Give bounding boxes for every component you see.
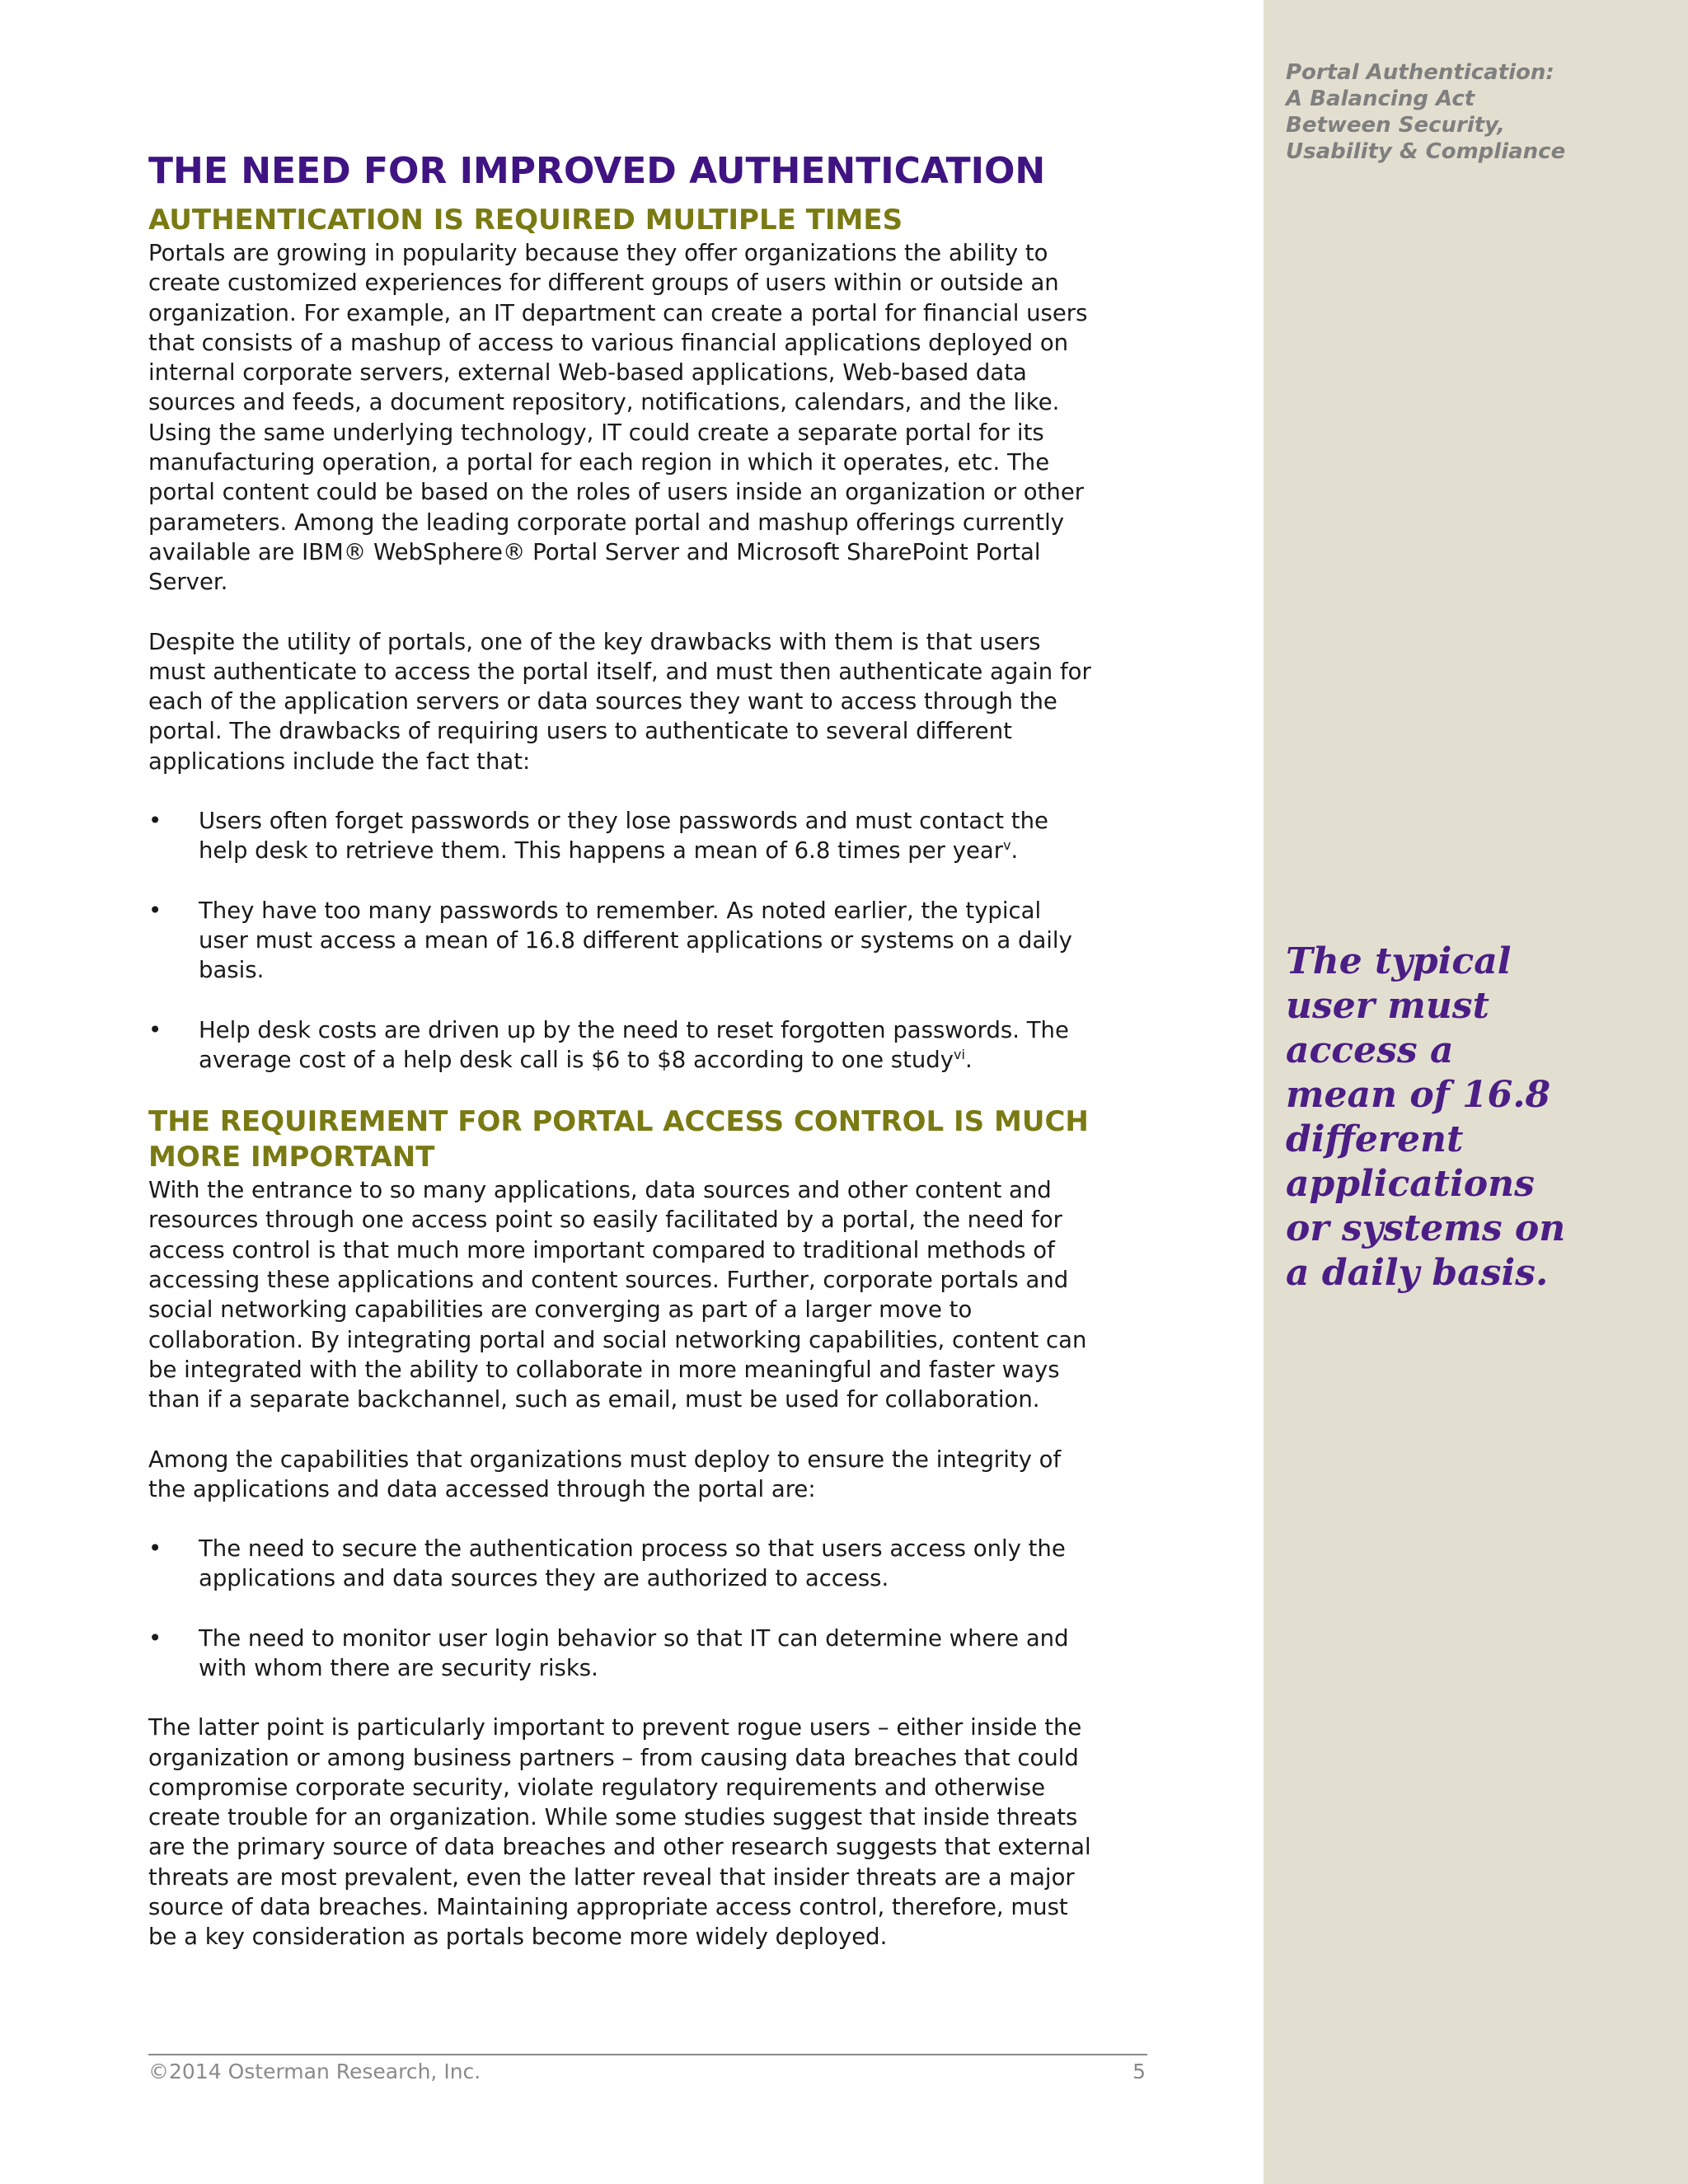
bullet-glyph: • [148, 1535, 162, 1563]
list-item-text: They have too many passwords to remember. As noted earlier, the typical user must access a mean of 16.8 different applications or systems on a daily basis. [199, 897, 1072, 984]
bullet-glyph: • [148, 808, 162, 835]
bullet-glyph: • [148, 1624, 162, 1652]
list-item-text: Users often forget passwords or they lose passwords and must contact the help desk to retrieve them. This happens a mean of 6.8 times per year [199, 808, 1048, 865]
paragraph: The latter point is particularly important to prevent rogue users – either inside the organization or among business partners – from causing data breaches that could compromise corporate security, violate regulatory requirements and otherwise create trouble for an organization. While some studies suggest that inside threats are the primary source of data breaches and other research suggests that external threats are most prevalent, even the latter reveal that insider threats are a major source of data breaches. Maintaining appropriate access control, therefore, must be a key consideration as portals become more widely deployed. [148, 1714, 1091, 1951]
list-item-text: Help desk costs are driven up by the need to reset forgotten passwords. The average cost of a help desk call is $6 to $8 according to one study [199, 1016, 1069, 1073]
paragraph: Among the capabilities that organizations must deploy to ensure the integrity of the applications and data accessed through the portal are: [148, 1446, 1062, 1502]
bullet-list [148, 806, 1096, 1075]
paragraph: With the entrance to so many applications, data sources and other content and resources through one access point so easily facilitated by a portal, the need for access control is that much more important compared to traditional methods of accessing these applications and content sources. Further, corporate portals and social networking capabilities are converging as part of a larger move to collaboration. By integrating portal and social networking capabilities, content can be integrated with the ability to collaborate in more meaningful and faster ways than if a separate backchannel, such as email, must be used for collaboration. [148, 1177, 1087, 1413]
list-item-text: The need to secure the authentication process so that users access only the applications and data sources they are authorized to access. [199, 1535, 1066, 1592]
main-content [148, 148, 1096, 1982]
list-item [148, 1015, 1096, 1076]
footnote-marker: v [1003, 837, 1011, 854]
section-heading-authentication-required: AUTHENTICATION IS REQUIRED MULTIPLE TIMES [148, 204, 903, 237]
list-item [148, 806, 1096, 866]
list-item-end: . [1010, 837, 1019, 865]
list-item [148, 1534, 1096, 1594]
page-number: 5 [1132, 2060, 1146, 2083]
bullet-list [148, 1534, 1096, 1683]
list-item-end: . [964, 1046, 973, 1073]
footer-divider [148, 2054, 1147, 2055]
bullet-glyph: • [148, 897, 162, 924]
list-item [148, 896, 1096, 986]
paragraph: Portals are growing in popularity because they offer organizations the ability to create customized experiences for different groups of users within or outside an organization. For example, an IT department can create a portal for financial users that consists of a mashup of access to various financial applications deployed on internal corporate servers, external Web-based applications, Web-based data sources and feeds, a document repository, notifications, calendars, and the like. Using the same underlying technology, IT could create a separate portal for its manufacturing operation, a portal for each region in which it operates, etc. The portal content could be based on the roles of users inside an organization or other parameters. Among the leading corporate portal and mashup offerings currently available are IBM® WebSphere® Portal Server and Microsoft SharePoint Portal Server. [148, 240, 1088, 596]
footer-copyright: ©2014 Osterman Research, Inc. [148, 2060, 481, 2083]
pull-quote: The typical user must access a mean of 16.8 different applications or systems on a daily basis. [1286, 940, 1566, 1294]
sidebar-title: Portal Authentication: A Balancing Act Between Security, Usability & Compliance [1286, 60, 1566, 164]
bullet-glyph: • [148, 1016, 162, 1043]
list-item-text: The need to monitor user login behavior so that IT can determine where and with whom there are security risks. [199, 1624, 1069, 1681]
page-heading: THE NEED FOR IMPROVED AUTHENTICATION [148, 150, 1046, 192]
section-heading-access-control: THE REQUIREMENT FOR PORTAL ACCESS CONTROL IS MUCH MORE IMPORTANT [148, 1105, 1089, 1174]
paragraph: Despite the utility of portals, one of the key drawbacks with them is that users must authenticate to access the portal itself, and must then authenticate again for each of the application servers or data sources they want to access through the portal. The drawbacks of requiring users to authenticate to several different applications include the fact that: [148, 628, 1091, 775]
list-item [148, 1624, 1096, 1684]
footnote-marker: vi [954, 1046, 965, 1062]
